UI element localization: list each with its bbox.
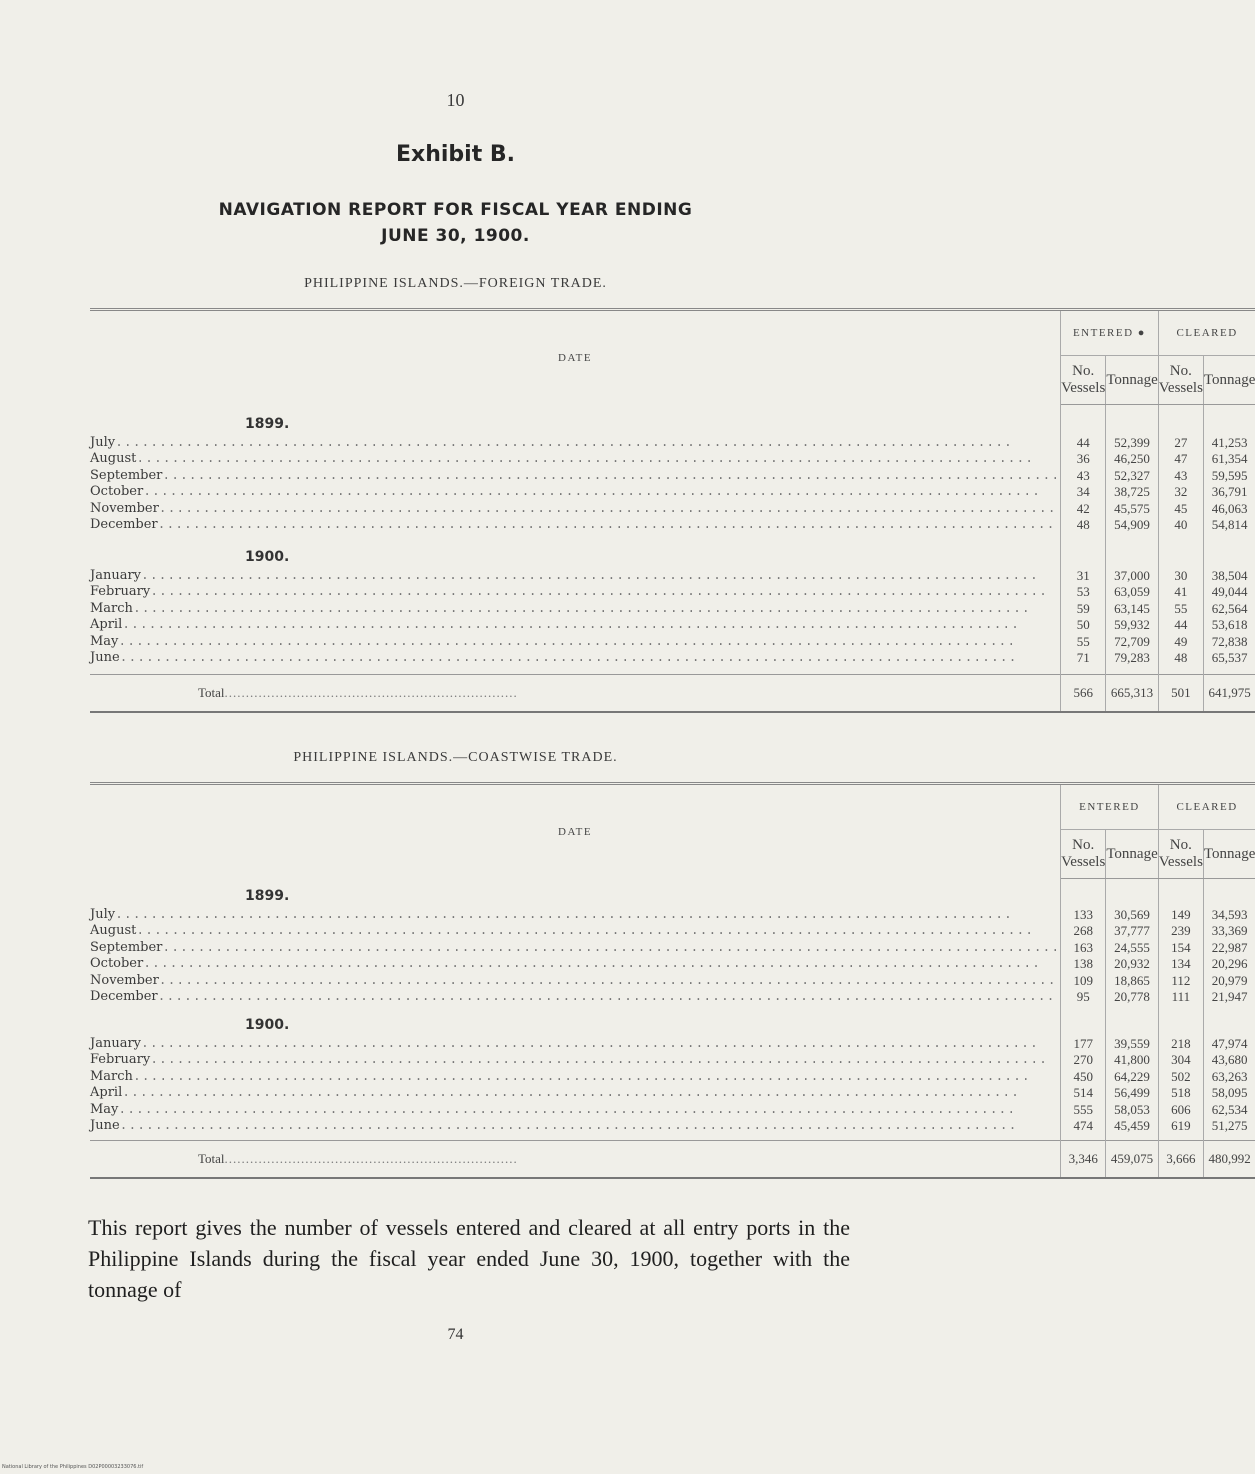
leader-dots	[150, 584, 1060, 601]
total-cleared-vessels: 501	[1158, 675, 1203, 713]
leader-dots	[118, 1102, 1060, 1119]
year-row-1900	[90, 1014, 1255, 1135]
total-cleared-tonnage: 641,975	[1203, 675, 1255, 713]
entered-header: ENTERED ●	[1061, 310, 1159, 356]
total-entered-tonnage: 665,313	[1106, 675, 1158, 713]
leader-dots	[122, 1085, 1060, 1102]
page-number-bottom: 74	[447, 1326, 464, 1343]
month-row	[90, 468, 1060, 485]
year-label: 1899.	[245, 887, 290, 904]
body-paragraph: This report gives the number of vessels entered and cleared at all entry ports in the Philippine Islands during the fiscal year ended June 30, 1900, together with the tonnage of	[88, 1215, 850, 1302]
entered-tonnage-col: 39,559 41,800 64,229 56,499 58,053 45,459	[1106, 1014, 1158, 1135]
entered-vessels-col: 133 268 163 138 109 95	[1061, 885, 1106, 1006]
entered-tonnage-col: 52,399 46,250 52,327 38,725 45,575 54,909	[1106, 413, 1158, 534]
entered-vessels-col: 31 53 59 50 55 71	[1061, 546, 1106, 667]
leader-dots	[143, 956, 1060, 973]
month-name: September	[90, 467, 163, 483]
leader-dots	[136, 451, 1060, 468]
ink-blot-icon: ●	[1137, 327, 1146, 339]
month-name: January	[90, 567, 142, 583]
total-cleared-tonnage: 480,992	[1203, 1141, 1255, 1179]
report-title-line2: JUNE 30, 1900.	[381, 226, 530, 246]
coastwise-trade-title: PHILIPPINE ISLANDS.—COASTWISE TRADE.	[293, 750, 618, 765]
month-list	[90, 1036, 1060, 1135]
month-row	[90, 617, 1060, 634]
month-name: March	[90, 600, 133, 616]
cleared-vessels-col: 149 239 154 134 112 111	[1158, 885, 1203, 1006]
month-name: May	[90, 1101, 119, 1117]
month-row	[90, 501, 1060, 518]
month-row	[90, 650, 1060, 667]
month-name: July	[90, 434, 116, 450]
month-row	[90, 435, 1060, 452]
month-row	[90, 940, 1060, 957]
month-row	[90, 1102, 1060, 1119]
entered-tonnage-col: 37,000 63,059 63,145 59,932 72,709 79,283	[1106, 546, 1158, 667]
cleared-tonnage-header: Tonnage	[1203, 830, 1255, 879]
month-row	[90, 1069, 1060, 1086]
cleared-tonnage-header: Tonnage	[1203, 356, 1255, 405]
cleared-vessels-col: 218 304 502 518 606 619	[1158, 1014, 1203, 1135]
leader-dots	[115, 907, 1060, 924]
month-row	[90, 923, 1060, 940]
month-row	[90, 1036, 1060, 1053]
cleared-header: CLEARED	[1158, 784, 1255, 830]
month-row	[90, 956, 1060, 973]
leader-dots	[143, 484, 1060, 501]
total-row	[90, 1141, 1255, 1179]
leader-dots	[141, 568, 1060, 585]
leader-dots	[150, 1052, 1060, 1069]
cleared-vessels-header: No. Vessels	[1158, 356, 1203, 405]
total-entered-tonnage: 459,075	[1106, 1141, 1158, 1179]
cleared-vessels-col: 30 41 55 44 49 48	[1158, 546, 1203, 667]
year-label: 1899.	[245, 415, 290, 432]
year-row-1900	[90, 546, 1255, 667]
month-list	[90, 568, 1060, 667]
month-row	[90, 484, 1060, 501]
report-title-line1: NAVIGATION REPORT FOR FISCAL YEAR ENDING	[218, 200, 693, 220]
month-name: August	[90, 923, 137, 938]
entered-tonnage-header: Tonnage	[1106, 830, 1158, 879]
month-name: March	[90, 1068, 133, 1084]
entered-header: ENTERED	[1061, 784, 1159, 830]
month-name: September	[90, 939, 163, 955]
month-row	[90, 1118, 1060, 1135]
year-label: 1900.	[245, 1016, 290, 1033]
leader-dots	[133, 601, 1060, 618]
month-name: December	[90, 989, 158, 1004]
leader-dots	[133, 1069, 1060, 1086]
entered-tonnage-header: Tonnage	[1106, 356, 1158, 405]
cleared-tonnage-col: 41,253 61,354 59,595 36,791 46,063 54,814	[1211, 434, 1248, 532]
leader-dots	[115, 435, 1060, 452]
leader-dots	[120, 650, 1060, 667]
cleared-vessels-header: No. Vessels	[1158, 830, 1203, 879]
month-row	[90, 451, 1060, 468]
month-name: November	[90, 500, 159, 516]
entered-vessels-col: 177 270 450 514 555 474	[1061, 1014, 1106, 1135]
month-name: April	[90, 617, 123, 632]
month-name: February	[90, 1052, 151, 1067]
foreign-trade-title: PHILIPPINE ISLANDS.—FOREIGN TRADE.	[304, 276, 607, 291]
month-name: October	[90, 956, 144, 971]
leader-dots	[158, 517, 1060, 534]
total-entered-vessels: 3,346	[1061, 1141, 1106, 1179]
month-row	[90, 584, 1060, 601]
leader-dots	[162, 468, 1060, 485]
month-name: April	[90, 1085, 123, 1100]
cleared-header: CLEARED	[1158, 310, 1255, 356]
month-name: August	[90, 451, 137, 466]
year-row-1899	[90, 885, 1255, 1006]
month-name: January	[90, 1035, 142, 1051]
month-list	[90, 907, 1060, 1006]
leader-dots	[159, 973, 1060, 990]
month-name: November	[90, 972, 159, 988]
total-row	[90, 675, 1255, 713]
month-row	[90, 634, 1060, 651]
month-list	[90, 435, 1060, 534]
entered-vessels-header: No. Vessels	[1061, 356, 1106, 405]
month-row	[90, 568, 1060, 585]
report-title	[0, 197, 911, 249]
month-name: February	[90, 584, 151, 599]
leader-dots	[120, 1118, 1060, 1135]
entered-tonnage-col: 30,569 37,777 24,555 20,932 18,865 20,778	[1106, 885, 1158, 1006]
cleared-tonnage-col: 38,504 49,044 62,564 53,618 72,838 65,537	[1211, 567, 1248, 665]
month-row	[90, 517, 1060, 534]
leader-dots	[136, 923, 1060, 940]
footer-note: National Library of the Philippines D02P00003233076.tif	[2, 1464, 144, 1470]
leader-dots	[122, 617, 1060, 634]
entered-vessels-col: 44 36 43 34 42 48	[1061, 413, 1106, 534]
foreign-trade-table	[90, 308, 1255, 713]
total-label: Total	[198, 685, 225, 700]
month-row	[90, 973, 1060, 990]
exhibit-title: Exhibit B.	[395, 142, 515, 167]
leader-dots	[158, 989, 1060, 1006]
coastwise-trade-table	[90, 782, 1255, 1179]
month-name: May	[90, 633, 119, 649]
month-row	[90, 1085, 1060, 1102]
month-name: July	[90, 906, 116, 922]
cleared-tonnage-col: 47,974 43,680 63,263 58,095 62,534 51,275	[1211, 1035, 1248, 1133]
total-cleared-vessels: 3,666	[1158, 1141, 1203, 1179]
year-row-1899	[90, 413, 1255, 534]
total-entered-vessels: 566	[1061, 675, 1106, 713]
leader-dots	[162, 940, 1060, 957]
cleared-tonnage-col: 34,593 33,369 22,987 20,296 20,979 21,947	[1211, 906, 1248, 1004]
leader-dots	[141, 1036, 1060, 1053]
leader-dots	[118, 634, 1060, 651]
date-header: DATE	[90, 784, 1061, 879]
month-name: December	[90, 517, 158, 532]
entered-vessels-header: No. Vessels	[1061, 830, 1106, 879]
month-row	[90, 601, 1060, 618]
month-name: June	[90, 1118, 120, 1133]
cleared-vessels-col: 27 47 43 32 45 40	[1158, 413, 1203, 534]
month-row	[90, 989, 1060, 1006]
month-row	[90, 1052, 1060, 1069]
month-name: June	[90, 650, 120, 665]
total-label: Total	[198, 1151, 225, 1166]
page-number-top: 10	[446, 90, 465, 110]
year-label: 1900.	[245, 548, 290, 565]
leader-dots	[159, 501, 1060, 518]
month-row	[90, 907, 1060, 924]
date-header: DATE	[90, 310, 1061, 405]
month-name: October	[90, 484, 144, 499]
